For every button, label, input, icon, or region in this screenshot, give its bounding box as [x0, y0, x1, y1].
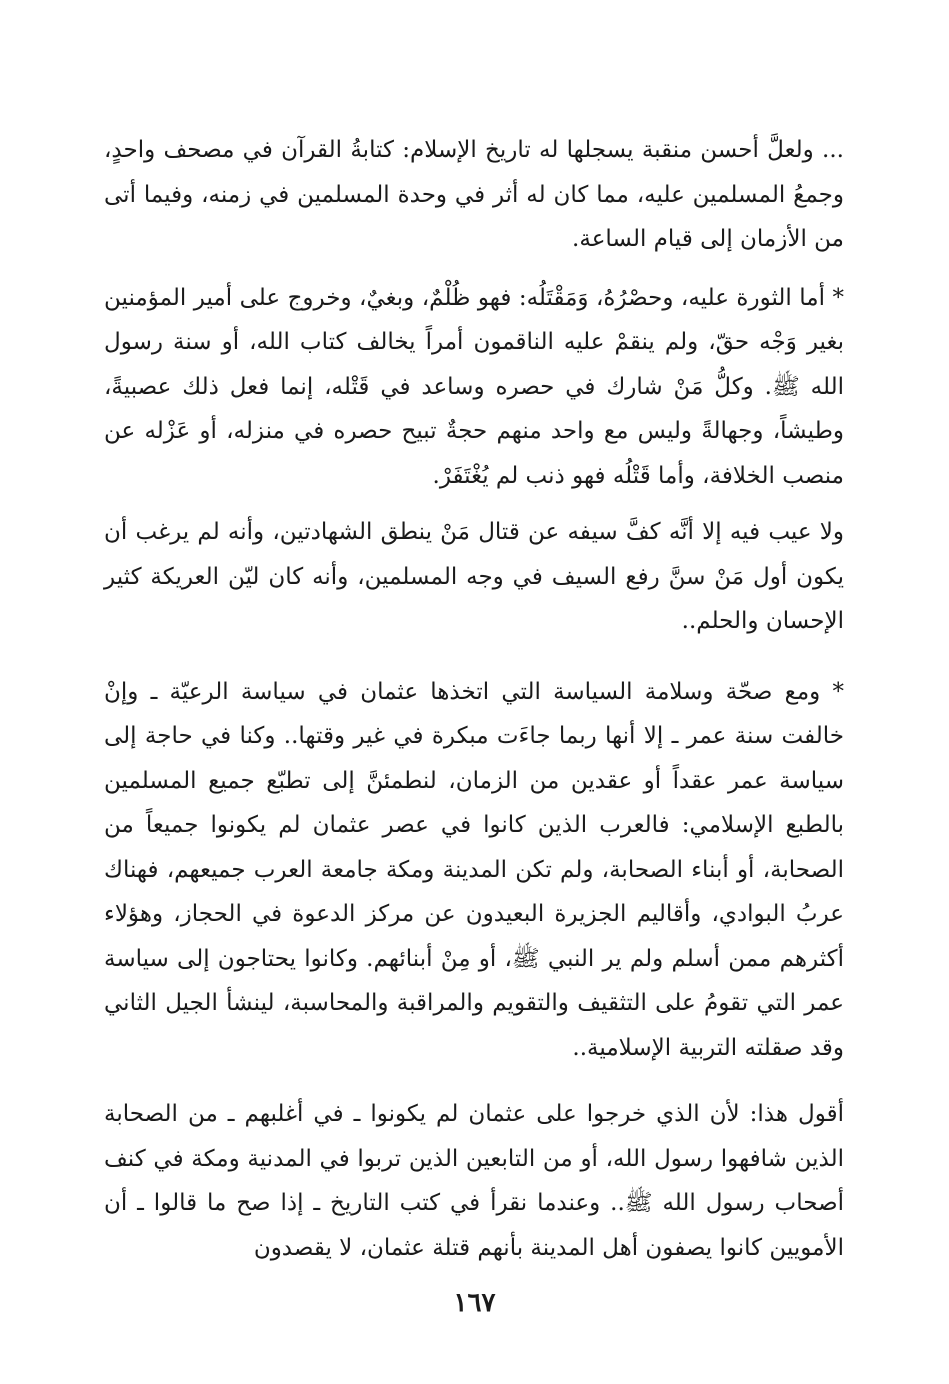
- paragraph-3: ولا عيب فيه إلا أنَّه كفَّ سيفه عن قتال مَنْ ينطق الشهادتين، وأنه لم يرغب أن يكون أول مَنْ سنَّ رفع السيف في وجه المسلمين، وأنه كان ليّن العريكة كثير الإحسان والحلم..: [104, 519, 844, 634]
- paragraph-4: * ومع صحّة وسلامة السياسة التي اتخذها عثمان في سياسة الرعيّة ـ وإنْ خالفت سنة عمر ـ إلا أنها ربما جاءَت مبكرة في غير وقتها.. وكنا في حاجة إلى سياسة عمر عقداً أو عقدين من الزمان، لنطمئنَّ إلى تطبّع جميع المسلمين بالطبع الإسلامي: فالعرب الذين كانوا في عصر عثمان لم يكونوا جميعاً من الصحابة، أو أبناء الصحابة، ولم تكن المدينة ومكة جامعة العرب جميعهم، فهناك عربُ البوادي، وأقاليم الجزيرة البعيدون عن مركز الدعوة في الحجاز، وهؤلاء أكثرهم ممن أسلم ولم ير النبي ﷺ، أو مِنْ أبنائهم. وكانوا يحتاجون إلى سياسة عمر التي تقومُ على التثقيف والتقويم والمراقبة والمحاسبة، لينشأ الجيل الثاني وقد صقلته التربية الإسلامية..: [104, 678, 844, 1061]
- paragraph-1: ... ولعلَّ أحسن منقبة يسجلها له تاريخ الإسلام: كتابةُ القرآن في مصحف واحدٍ، وجمعُ المسلمين عليه، مما كان له أثر في وحدة المسلمين في زمنه، وفيما أتى من الأزمان إلى قيام الساعة.: [104, 137, 844, 252]
- page-number: ١٦٧: [453, 1288, 496, 1318]
- paragraph-2: * أما الثورة عليه، وحصْرُهُ، وَمَقْتَلُه: فهو ظُلْمٌ، وبغيٌ، وخروج على أمير المؤمنين بغير وَجْه حقّ، ولم ينقمْ عليه الناقمون أمراً يخالف كتاب الله، أو سنة رسول الله ﷺ. وكلُّ مَنْ شارك في حصره وساعد في قَتْله، إنما فعل ذلك عصبيةً، وطيشاً، وجهالةً وليس مع واحد منهم حجةٌ تبيح حصره في منزله، أو عَزْله عن منصب الخلافة، وأما قَتْلُه فهو ذنب لم يُغْتَفَرْ.: [104, 284, 844, 489]
- paragraph-5: أقول هذا: لأن الذي خرجوا على عثمان لم يكونوا ـ في أغلبهم ـ من الصحابة الذين شافهوا رسول الله، أو من التابعين الذين تربوا في المدنية ومكة في كنف أصحاب رسول الله ﷺ.. وعندما نقرأ في كتب التاريخ ـ إذا صح ما قالوا ـ أن الأمويين كانوا يصفون أهل المدينة بأنهم قتلة عثمان، لا يقصدون: [104, 1101, 844, 1261]
- page-body: [104, 128, 844, 1270]
